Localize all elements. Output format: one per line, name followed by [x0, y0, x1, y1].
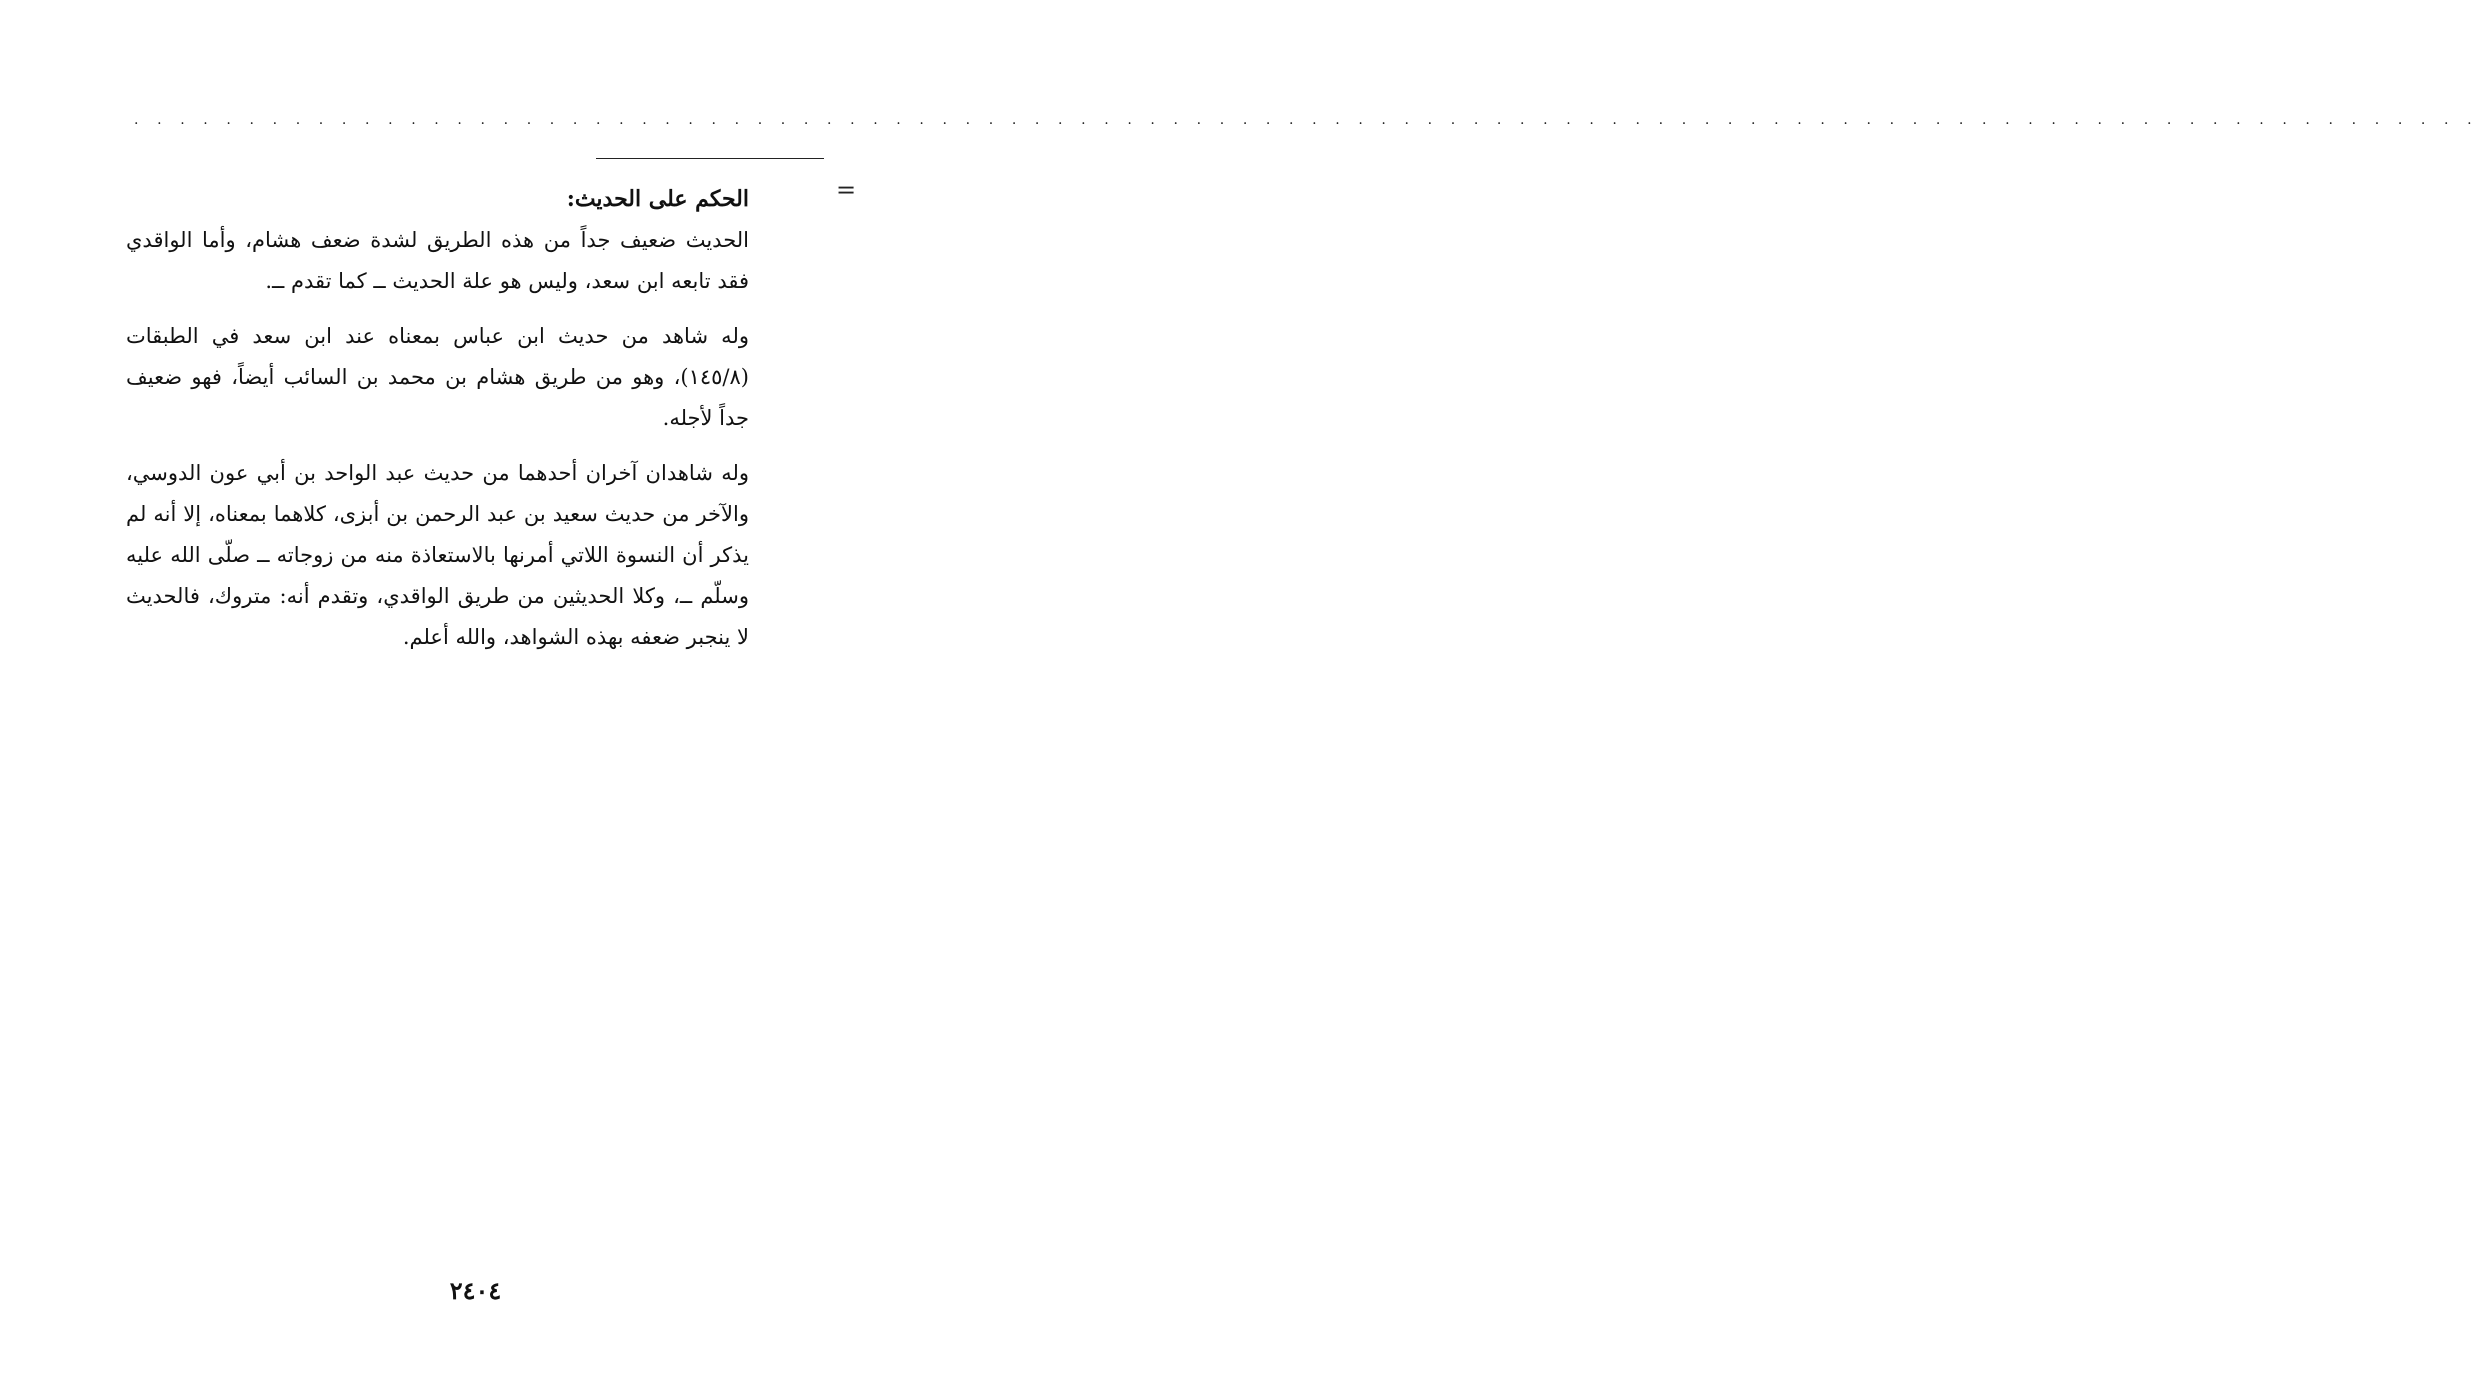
page-number: ٢٤٠٤ — [449, 1276, 502, 1305]
section-heading: الحكم على الحديث: — [566, 186, 749, 212]
dotted-separator: . . . . . . . . . . . . . . . . . . . . . . . . . . . . . . . . . . . . . . . . . . . . . . . . . . . . . . . . . . . . . . . . . . . . . . . . . . . . . . . . . . . . . . . . . . . . . . . . . . . . . . — [134, 112, 2479, 128]
paragraph-2: وله شاهد من حديث ابن عباس بمعناه عند ابن سعد في الطبقات (١٤٥/٨)، وهو من طريق هشام بن محمد بن السائب أيضاً، فهو ضعيف جداً لأجله. — [126, 324, 749, 430]
paragraph-1: الحديث ضعيف جداً من هذه الطريق لشدة ضعف هشام، وأما الواقدي فقد تابعه ابن سعد، وليس هو علة الحديث ــ كما تقدم ــ. — [126, 228, 749, 293]
footnote-rule — [596, 158, 824, 159]
paragraph-3: وله شاهدان آخران أحدهما من حديث عبد الواحد بن أبي عون الدوسي، والآخر من حديث سعيد بن عبد الرحمن بن أبزى، كلاهما بمعناه، إلا أنه لم يذكر أن النسوة اللاتي أمرنها بالاستعاذة منه من زوجاته ــ صلّى الله عليه وسلّم ــ، وكلا الحديثين من طريق الواقدي، وتقدم أنه: متروك، فالحديث لا ينجبر ضعفه بهذه الشواهد، والله أعلم. — [126, 461, 749, 649]
main-text — [126, 178, 749, 672]
continuation-mark: = — [836, 176, 857, 204]
